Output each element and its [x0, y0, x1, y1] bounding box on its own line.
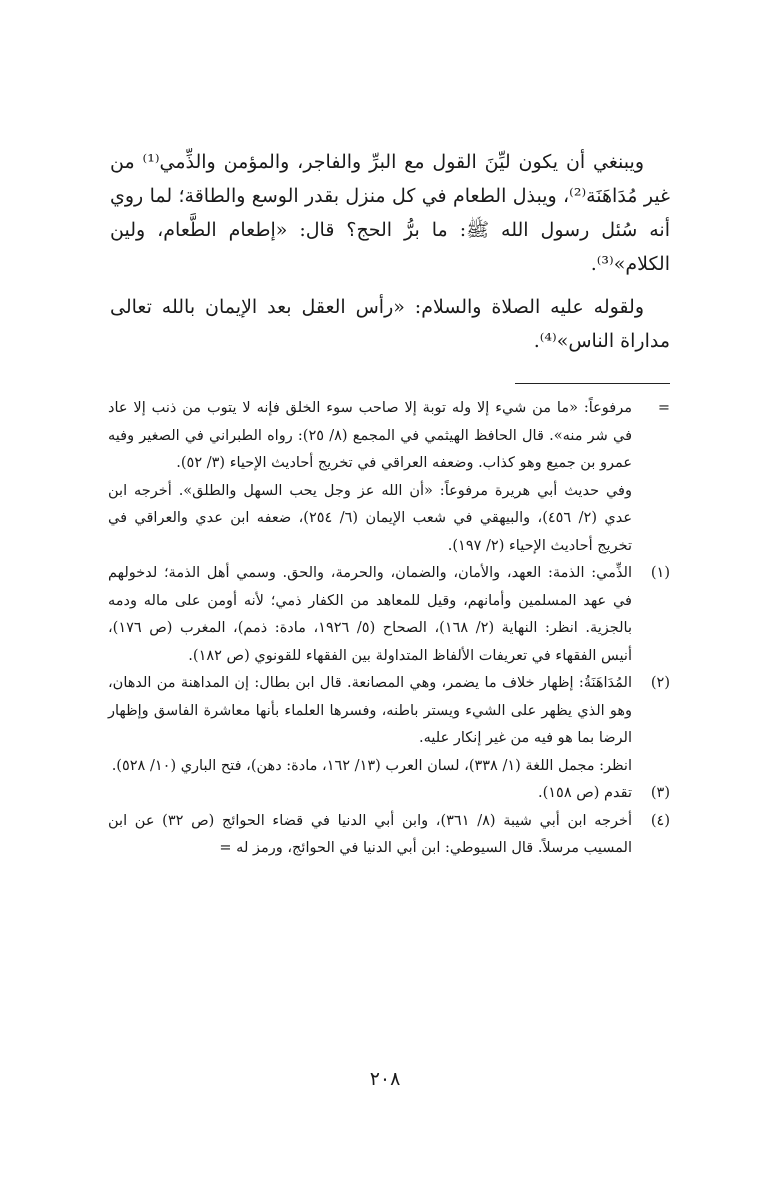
footnote-1 [108, 560, 670, 670]
footnote-text: وفي حديث أبي هريرة مرفوعاً: «أن الله عز وجل يحب السهل والطلق». أخرجه ابن عدي (٢/ ٤٥٦)، والبيهقي في شعب الإيمان (٦/ ٢٥٤)، ضعفه ابن عدي والعراقي في تخريج أحاديث الإحياء (٢/ ١٩٧). [108, 482, 632, 554]
paragraph-text: ولقوله عليه الصلاة والسلام: «رأس العقل بعد الإيمان بالله تعالى مداراة الناس»⁽⁴⁾. [110, 296, 670, 352]
footnote-text: انظر: مجمل اللغة (١/ ٣٣٨)، لسان العرب (١٣/ ١٦٢، مادة: دهن)، فتح الباري (١٠/ ٥٢٨). [111, 757, 632, 774]
footnote-text: المُدَاهَنَةُ: إظهار خلاف ما يضمر، وهي المصانعة. قال ابن بطال: إن المداهنة من الدهان، وهو الذي يظهر على الشيء ويستر باطنه، وفسرها العلماء بأنها معاشرة الفاسق وإظهار الرضا بما هو فيه من غير إنكار عليه. [108, 675, 632, 746]
footnote-marker: (٣) [650, 785, 670, 801]
footnote-marker: (١) [650, 565, 670, 581]
footnote-text: تقدم (ص ١٥٨). [537, 785, 632, 801]
footnote-marker: (٤) [650, 812, 670, 829]
footnotes-section [108, 395, 670, 863]
footnote-continuation [108, 395, 670, 560]
page-number: ٢٠٨ [369, 1068, 401, 1090]
main-paragraph-1 [110, 145, 670, 281]
footnote-text: مرفوعاً: «ما من شيء إلا وله توبة إلا صاحب سوء الخلق فإنه لا يتوب من ذنب إلا عاد في شر منه». قال الحافظ الهيثمي في المجمع (٨/ ٢٥): رواه الطبراني في الصغير وفيه عمرو بن جميع وهو كذاب. وضعفه العراقي في تخريج أحاديث الإحياء (٣/ ٥٢). [108, 400, 633, 471]
footnote-2 [108, 670, 670, 780]
paragraph-text: ويبنغي أن يكون ليِّنَ القول مع البرِّ والفاجر، والمؤمن والذِّمي⁽¹⁾ من غير مُدَاهَنَة⁽²⁾، ويبذل الطعام في كل منزل بقدر الوسع والطاقة؛ لما روي أنه سُئل رسول الله ﷺ: ما برُّ الحج؟ قال: «إطعام الطَّعام، ولين الكلام»⁽³⁾. [110, 151, 670, 275]
footnote-separator [515, 383, 670, 384]
footnote-marker: = [657, 400, 670, 416]
footnote-marker: (٢) [650, 675, 670, 691]
footnote-4 [108, 808, 670, 863]
main-paragraph-2 [110, 290, 670, 358]
footnote-text: أخرجه ابن أبي شيبة (٨/ ٣٦١)، وابن أبي الدنيا في قضاء الحوائج (ص ٣٢) عن ابن المسيب مرسلاً. قال السيوطي: ابن أبي الدنيا في الحوائج، ورمز له = [108, 812, 633, 856]
footnote-text: الذِّمي: الذمة: العهد، والأمان، والضمان، والحرمة، والحق. وسمي أهل الذمة؛ لدخولهم في عهد المسلمين وأمانهم، وقيل للمعاهد من الكفار ذمي؛ لأنه أومن على ماله ودمه بالجزية. انظر: النهاية (٢/ ١٦٨)، الصحاح (٥/ ١٩٢٦، مادة: ذمم)، المغرب (ص ١٧٦)، أنيس الفقهاء في تعريفات الألفاظ المتداولة بين الفقهاء للقونوي (ص ١٨٢). [108, 565, 633, 664]
footnote-3 [108, 780, 670, 808]
